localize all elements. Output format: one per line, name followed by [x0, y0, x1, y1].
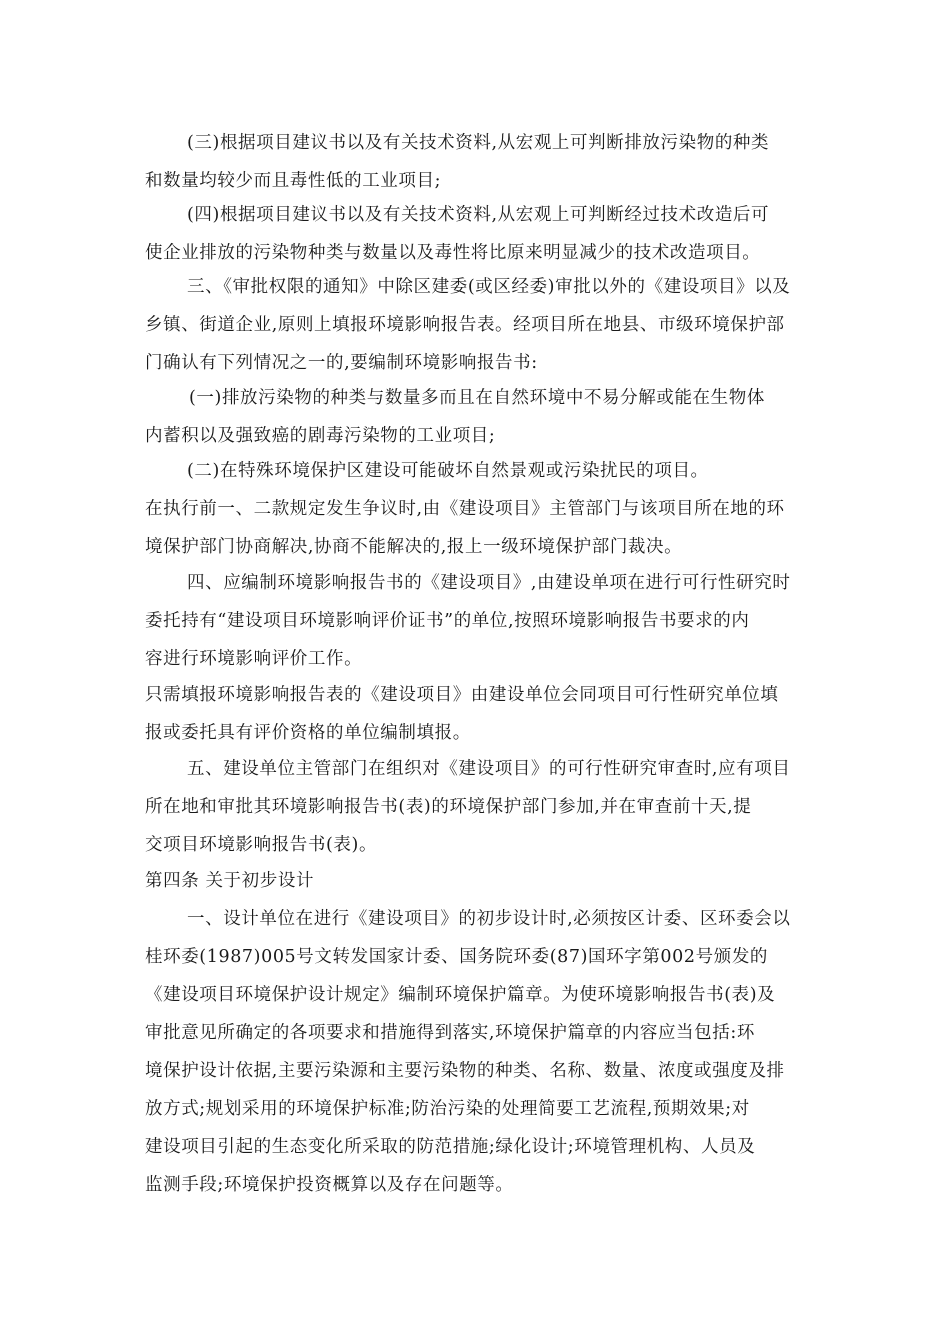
paragraph-item-3	[145, 124, 810, 200]
text-line: (二)在特殊环境保护区建设可能破坏自然景观或污染扰民的项目。	[187, 461, 709, 481]
text-line: 委托持有“建设项目环境影响评价证书”的单位,按照环境影响报告书要求的内	[145, 611, 750, 631]
paragraph-subitem-1	[145, 379, 810, 455]
text-line: 乡镇、街道企业,原则上填报环境影响报告表。经项目所在地县、市级环境保护部	[145, 315, 785, 335]
text-line: 所在地和审批其环境影响报告书(表)的环境保护部门参加,并在审查前十天,提	[145, 797, 752, 817]
text-line: 审批意见所确定的各项要求和措施得到落实,环境保护篇章的内容应当包括:环	[145, 1023, 755, 1043]
text-line: 报或委托具有评价资格的单位编制填报。	[145, 723, 471, 743]
text-line: 建设项目引起的生态变化所采取的防范措施;绿化设计;环境管理机构、人员及	[145, 1137, 756, 1157]
paragraph-report-form	[145, 676, 810, 752]
text-line: 在执行前一、二款规定发生争议时,由《建设项目》主管部门与该项目所在地的环	[145, 499, 785, 519]
text-line: 和数量均较少而且毒性低的工业项目;	[145, 171, 442, 191]
text-line: 使企业排放的污染物种类与数量以及毒性将比原来明显减少的技术改造项目。	[145, 243, 761, 263]
text-line: 三、《审批权限的通知》中除区建委(或区经委)审批以外的《建设项目》以及	[187, 277, 791, 297]
text-line: 境保护部门协商解决,协商不能解决的,报上一级环境保护部门裁决。	[145, 537, 683, 557]
paragraph-design-section	[145, 900, 810, 1204]
text-line: 境保护设计依据,主要污染源和主要污染物的种类、名称、数量、浓度或强度及排	[145, 1061, 785, 1081]
paragraph-section-3	[145, 268, 810, 382]
paragraph-dispute	[145, 490, 810, 566]
text-line: 监测手段;环境保护投资概算以及存在问题等。	[145, 1175, 514, 1195]
paragraph-subitem-2	[145, 452, 810, 490]
text-line: 交项目环境影响报告书(表)。	[145, 835, 378, 855]
paragraph-section-4	[145, 564, 810, 678]
text-line: 放方式;规划采用的环境保护标准;防治污染的处理简要工艺流程,预期效果;对	[145, 1099, 750, 1119]
text-line: 一、设计单位在进行《建设项目》的初步设计时,必须按区计委、区环委会以	[187, 909, 791, 929]
article-heading	[145, 862, 810, 900]
text-line: (四)根据项目建议书以及有关技术资料,从宏观上可判断经过技术改造后可	[187, 205, 770, 225]
text-line: 四、应编制环境影响报告书的《建设项目》,由建设单项在进行可行性研究时	[187, 573, 791, 593]
text-line: 《建设项目环境保护设计规定》编制环境保护篇章。为使环境影响报告书(表)及	[145, 985, 776, 1005]
text-line: 门确认有下列情况之一的,要编制环境影响报告书:	[145, 353, 538, 373]
paragraph-section-5	[145, 750, 810, 864]
paragraph-item-4	[145, 196, 810, 272]
text-line: 容进行环境影响评价工作。	[145, 649, 363, 669]
text-line: (三)根据项目建议书以及有关技术资料,从宏观上可判断排放污染物的种类	[187, 133, 770, 153]
text-line: 五、建设单位主管部门在组织对《建设项目》的可行性研究审查时,应有项目	[187, 759, 791, 779]
text-line: (一)排放污染物的种类与数量多而且在自然环境中不易分解或能在生物体	[189, 388, 765, 408]
text-line: 内蓄积以及强致癌的剧毒污染物的工业项目;	[145, 426, 496, 446]
article-4-title: 第四条 关于初步设计	[145, 871, 315, 891]
text-line: 只需填报环境影响报告表的《建设项目》由建设单位会同项目可行性研究单位填	[145, 685, 779, 705]
text-line: 桂环委(1987)005号文转发国家计委、国务院环委(87)国环字第002号颁发的	[145, 947, 769, 967]
